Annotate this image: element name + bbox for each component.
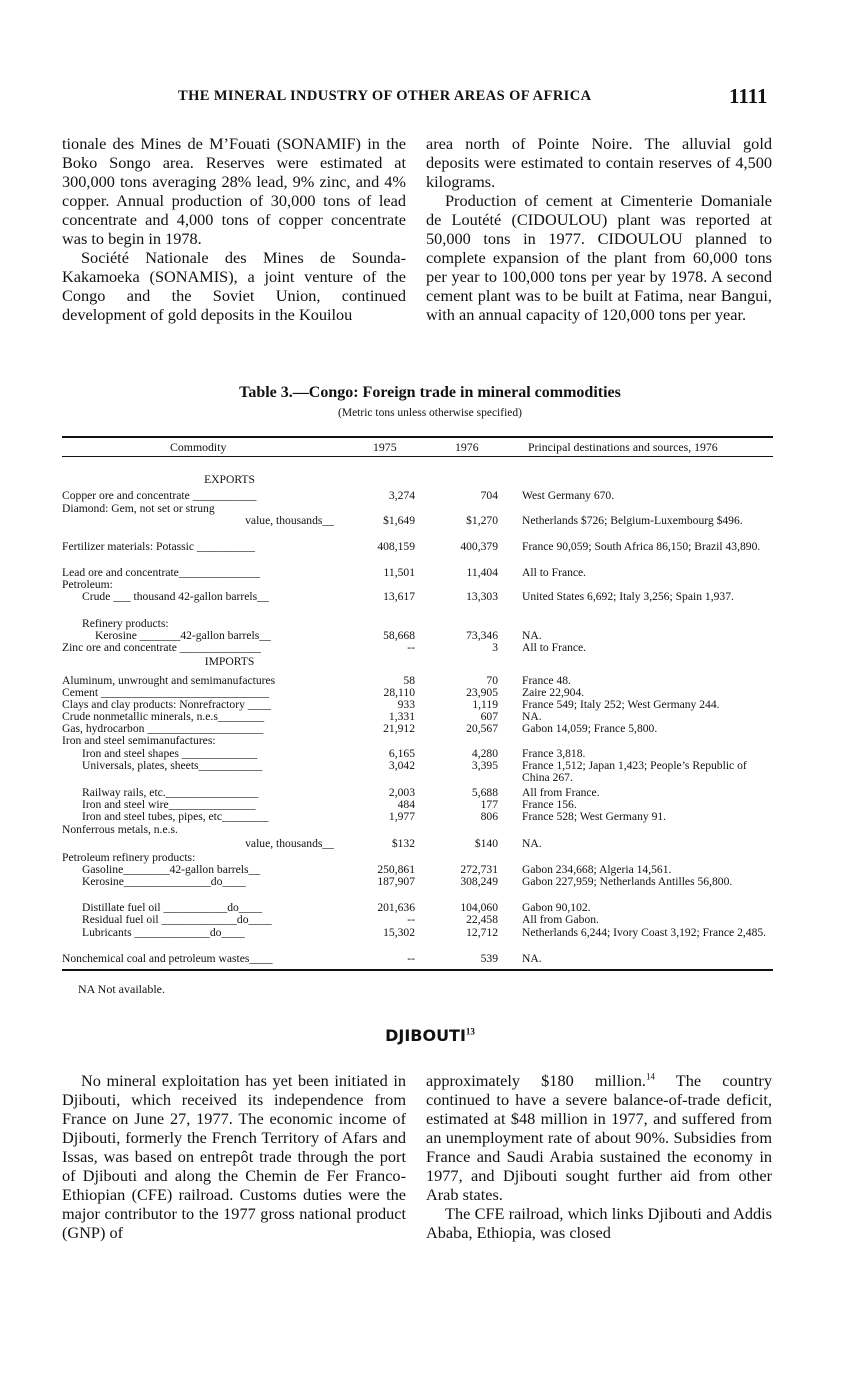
destination-cell: All to France. <box>522 566 587 579</box>
commodity-cell: Zinc ore and concentrate ______________ <box>62 642 261 654</box>
table-top-rule <box>62 436 773 438</box>
value-1976: 70 <box>486 674 498 687</box>
value-1976: 539 <box>480 952 498 965</box>
footnote-marker: 14 <box>645 1071 655 1082</box>
value-1975: -- <box>407 641 415 654</box>
commodity-cell: Residual fuel oil _____________do____ <box>82 914 272 926</box>
destination-cell: France 156. <box>522 798 577 811</box>
commodity-cell: Petroleum: <box>62 579 113 591</box>
commodity-cell: Clays and clay products: Nonrefractory ____ <box>62 699 271 711</box>
table-row <box>62 735 773 747</box>
commodity-cell: Petroleum refinery products: <box>62 852 196 864</box>
value-1975: 250,861 <box>377 863 415 876</box>
paragraph: No mineral exploitation has yet been initiated in Djibouti, which received its independence from France on June 27, 1977. The economic income of Djibouti, formerly the French Territory of Afars and Issas, was based on entrepôt trade through the port of Djibouti and along the Chemin de Fer Franco-Ethiopian (CFE) railroad. Customs duties were the major contributor to the 1977 gross national product (GNP) of <box>62 1071 406 1242</box>
table-row <box>62 811 773 823</box>
value-1975: 15,302 <box>383 926 415 939</box>
commodity-cell: Diamond: Gem, not set or strung <box>62 503 215 515</box>
column-header-commodity: Commodity <box>170 440 227 454</box>
table-row <box>62 515 773 527</box>
value-1976: 1,119 <box>472 698 498 711</box>
value-1975: 484 <box>397 798 415 811</box>
value-1976: 4,280 <box>471 747 498 760</box>
value-1975: 933 <box>397 698 415 711</box>
destination-cell: All to France. <box>522 641 587 654</box>
value-1975: 21,912 <box>383 722 415 735</box>
value-1976: 22,458 <box>466 913 498 926</box>
value-1976: 272,731 <box>460 863 498 876</box>
paragraph: Société Nationale des Mines de Sounda-Kakamoeka (SONAMIS), a joint venture of the Congo and the Soviet Union, continued development of gold deposits in the Kouilou <box>62 248 406 324</box>
value-1976: 3,395 <box>471 759 498 772</box>
destination-cell: France 528; West Germany 91. <box>522 810 667 823</box>
value-1975: 58,668 <box>383 629 415 642</box>
commodity-cell: Crude nonmetallic minerals, n.e.s________ <box>62 711 265 723</box>
table-row <box>62 618 773 630</box>
value-1975: 6,165 <box>388 747 415 760</box>
page-number: 1111 <box>729 84 768 108</box>
commodity-cell: Kerosine_______________do____ <box>82 876 246 888</box>
destination-cell: Gabon 90,102. <box>522 901 591 914</box>
table-row <box>62 799 773 811</box>
value-1976: 704 <box>480 489 498 502</box>
commodity-cell: Cement _____________________________ <box>62 687 270 699</box>
table-row <box>62 541 773 553</box>
destination-cell: Zaire 22,904. <box>522 686 585 699</box>
destination-cell: Netherlands $726; Belgium-Luxembourg $496. <box>522 514 743 527</box>
commodity-cell: Copper ore and concentrate ___________ <box>62 490 257 502</box>
value-1975: $1,649 <box>383 514 415 527</box>
top-right-column <box>426 134 772 324</box>
commodity-cell: Fertilizer materials: Potassic __________ <box>62 541 255 553</box>
table-row <box>62 824 773 836</box>
table-footnote: NA Not available. <box>78 982 165 996</box>
destination-cell: France 1,512; Japan 1,423; People’s Republic of China 267. <box>522 759 747 784</box>
value-1976: 3 <box>492 641 498 654</box>
table-row <box>62 787 773 799</box>
table-row <box>62 953 773 965</box>
value-1976: 11,404 <box>466 566 498 579</box>
table-row <box>62 902 773 914</box>
paragraph: tionale des Mines de M’Fouati (SONAMIF) in the Boko Songo area. Reserves were estimated at 300,000 tons averaging 28% lead, 9% zinc, and 4% copper. Annual production of 30,000 tons of lead concentrate and 4,000 tons of copper concentrate was to begin in 1978. <box>62 134 406 248</box>
value-1975: 28,110 <box>383 686 415 699</box>
table-row <box>62 591 773 603</box>
value-1975: 408,159 <box>377 540 415 553</box>
table-row <box>62 927 773 939</box>
table-header-rule <box>62 456 773 457</box>
value-1976: 5,688 <box>471 786 498 799</box>
destination-cell: All from France. <box>522 786 600 799</box>
paragraph-text: The country continued to have a severe balance-of-trade deficit, estimated at $48 million in 1977, and suffered from an unemployment rate of about 90%. Subsidies from France and Saudi Arabia sustained the economy in 1977, and Djibouti sought further aid from other Arab states. <box>426 1071 772 1204</box>
value-1976: 607 <box>480 710 498 723</box>
bottom-left-column <box>62 1071 406 1242</box>
destination-cell: Netherlands 6,244; Ivory Coast 3,192; France 2,485. <box>522 926 767 939</box>
running-header-title: THE MINERAL INDUSTRY OF OTHER AREAS OF AFRICA <box>178 88 592 104</box>
footnote-marker: 13 <box>465 1026 475 1037</box>
paragraph <box>426 1071 772 1204</box>
value-1976: 806 <box>480 810 498 823</box>
destination-cell: United States 6,692; Italy 3,256; Spain 1,937. <box>522 590 734 603</box>
commodity-cell: Refinery products: <box>82 618 169 630</box>
value-1975: -- <box>407 952 415 965</box>
commodity-cell: Railway rails, etc.________________ <box>82 787 259 799</box>
bottom-right-column <box>426 1071 772 1242</box>
value-1975: 2,003 <box>388 786 415 799</box>
commodity-cell: Gas, hydrocarbon ____________________ <box>62 723 264 735</box>
paragraph-text: approximately $180 million. <box>426 1071 646 1090</box>
commodity-cell: Nonchemical coal and petroleum wastes____ <box>62 953 273 965</box>
table-row <box>62 914 773 926</box>
commodity-cell: Crude ___ thousand 42-gallon barrels__ <box>82 591 269 603</box>
value-1975: $132 <box>391 837 415 850</box>
value-1975: 3,274 <box>388 489 415 502</box>
table-row <box>62 642 773 654</box>
value-1976: $140 <box>474 837 498 850</box>
value-1975: 187,907 <box>377 875 415 888</box>
value-1975: 58 <box>403 674 415 687</box>
destination-cell: All from Gabon. <box>522 913 599 926</box>
destination-cell: Gabon 14,059; France 5,800. <box>522 722 658 735</box>
column-header-destinations: Principal destinations and sources, 1976 <box>528 440 718 454</box>
table-row <box>62 567 773 579</box>
section-heading-text: DJIBOUTI <box>385 1026 466 1045</box>
commodity-cell: Lead ore and concentrate______________ <box>62 567 260 579</box>
paragraph: The CFE railroad, which links Djibouti and Addis Ababa, Ethiopia, was closed <box>426 1204 772 1242</box>
section-label-imports: IMPORTS <box>204 655 255 668</box>
commodity-cell: Aluminum, unwrought and semimanufactures <box>62 675 276 687</box>
value-1976: 104,060 <box>460 901 498 914</box>
top-left-column <box>62 134 406 324</box>
table-row <box>62 490 773 502</box>
value-1975: 11,501 <box>383 566 415 579</box>
destination-cell: Gabon 234,668; Algeria 14,561. <box>522 863 672 876</box>
table-row <box>62 838 773 850</box>
table-row <box>62 699 773 711</box>
table-row <box>62 759 773 784</box>
commodity-cell: value, thousands__ <box>245 838 334 850</box>
column-header-1975: 1975 <box>373 440 397 454</box>
destination-cell: Gabon 227,959; Netherlands Antilles 56,800. <box>522 875 733 888</box>
value-1976: 177 <box>480 798 498 811</box>
table-row <box>62 675 773 687</box>
paragraph: Production of cement at Cimenterie Domaniale de Loutété (CIDOULOU) plant was reported at 50,000 tons in 1977. CIDOULOU planned to complete expansion of the plant from 60,000 tons per year to 100,000 tons per year by 1978. A second cement plant was to be built at Fatima, near Bangui, with an annual capacity of 120,000 tons per year. <box>426 191 772 324</box>
table-row <box>62 723 773 735</box>
section-heading <box>0 1026 860 1045</box>
value-1975: 13,617 <box>383 590 415 603</box>
section-label-exports: EXPORTS <box>204 473 255 486</box>
destination-cell: NA. <box>522 710 542 723</box>
value-1976: 23,905 <box>466 686 498 699</box>
destination-cell: France 3,818. <box>522 747 586 760</box>
value-1976: 13,303 <box>466 590 498 603</box>
paragraph: area north of Pointe Noire. The alluvial gold deposits were estimated to contain reserves of 4,500 kilograms. <box>426 134 772 191</box>
value-1976: 308,249 <box>460 875 498 888</box>
destination-cell: France 90,059; South Africa 86,150; Brazil 43,890. <box>522 540 761 553</box>
value-1976: 12,712 <box>466 926 498 939</box>
column-header-1976: 1976 <box>455 440 479 454</box>
commodity-cell: Nonferrous metals, n.e.s. <box>62 824 178 836</box>
table-title: Table 3.—Congo: Foreign trade in mineral commodities <box>239 384 621 401</box>
commodity-cell: Universals, plates, sheets___________ <box>82 760 263 772</box>
destination-cell: NA. <box>522 837 542 850</box>
value-1976: 73,346 <box>466 629 498 642</box>
commodity-cell: Kerosine _______42-gallon barrels__ <box>95 630 271 642</box>
destination-cell: West Germany 670. <box>522 489 615 502</box>
destination-cell: NA. <box>522 952 542 965</box>
table-bottom-rule <box>62 969 773 971</box>
commodity-cell: value, thousands__ <box>245 515 334 527</box>
destination-cell: France 48. <box>522 674 571 687</box>
commodity-cell: Iron and steel semimanufactures: <box>62 735 216 747</box>
table-subtitle: (Metric tons unless otherwise specified) <box>338 407 522 419</box>
value-1975: 3,042 <box>388 759 415 772</box>
table-row <box>62 711 773 723</box>
value-1975: -- <box>407 913 415 926</box>
commodity-cell: Iron and steel shapes _____________ <box>82 748 258 760</box>
commodity-cell: Iron and steel wire_______________ <box>82 799 256 811</box>
commodity-cell: Iron and steel tubes, pipes, etc________ <box>82 811 269 823</box>
commodity-cell: Lubricants _____________do____ <box>82 927 245 939</box>
value-1975: 1,331 <box>388 710 415 723</box>
destination-cell: France 549; Italy 252; West Germany 244. <box>522 698 720 711</box>
value-1976: 20,567 <box>466 722 498 735</box>
value-1975: 1,977 <box>388 810 415 823</box>
table-row <box>62 630 773 642</box>
commodity-cell: Gasoline________42-gallon barrels__ <box>82 864 261 876</box>
commodity-cell: Distillate fuel oil ___________do____ <box>82 902 263 914</box>
value-1975: 201,636 <box>377 901 415 914</box>
value-1976: 400,379 <box>460 540 498 553</box>
table-row <box>62 876 773 888</box>
value-1976: $1,270 <box>466 514 498 527</box>
destination-cell: NA. <box>522 629 542 642</box>
